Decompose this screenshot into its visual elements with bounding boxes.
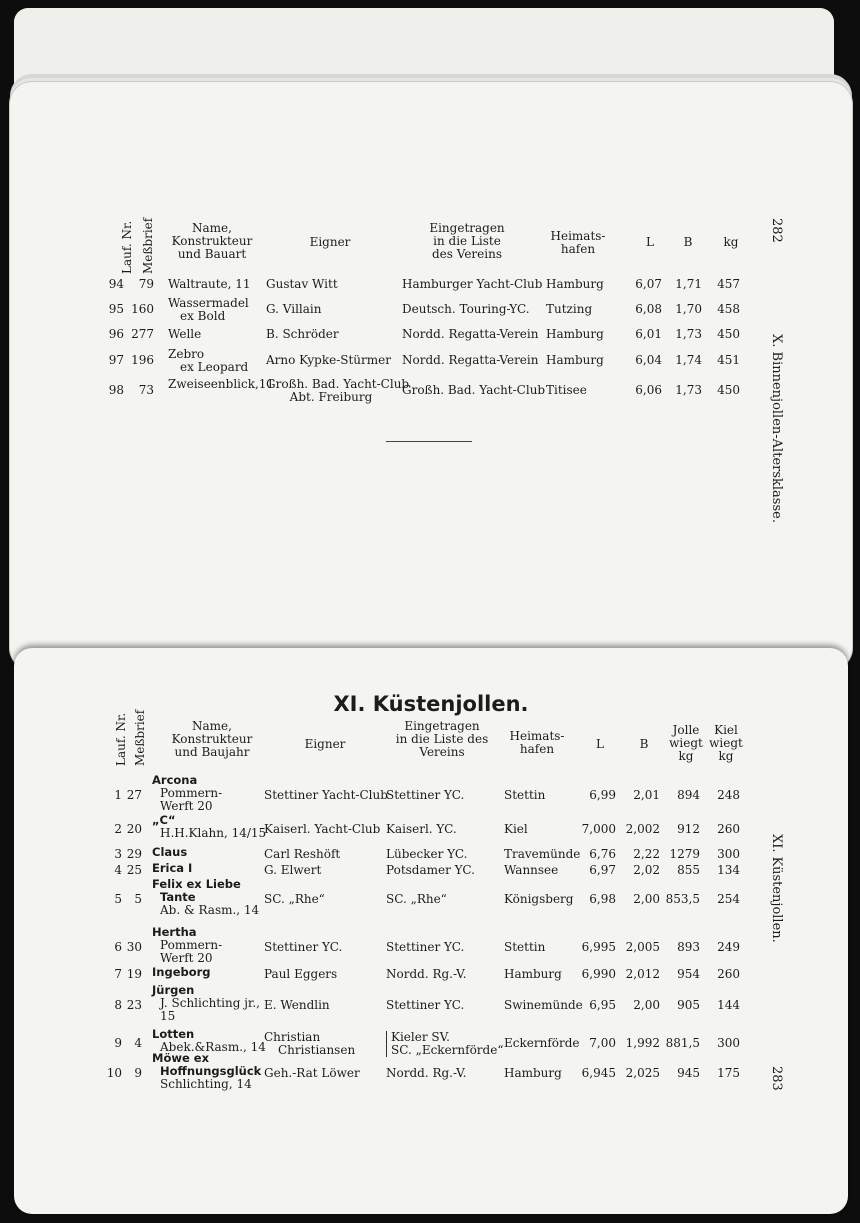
cell-B: 1,74	[675, 353, 702, 367]
cell-kiel: 260	[717, 967, 740, 981]
cell-L: 6,99	[589, 788, 616, 802]
cell-jolle: 855	[677, 863, 700, 877]
header-messbrief: Meßbrief	[133, 709, 147, 766]
cell-eigner: SC. „Rhe“	[264, 892, 325, 906]
cell-L: 7,00	[589, 1035, 616, 1050]
cell-messbrief: 9	[134, 1066, 142, 1080]
cell-L: 6,76	[589, 847, 616, 861]
cell-B: 1,71	[675, 277, 702, 291]
cell-eigner: Stettiner Yacht-Club	[264, 788, 388, 802]
cell-verein: Kieler SV. SC. „Eckernförde“	[386, 1031, 510, 1057]
cell-messbrief: 27	[126, 788, 142, 802]
cell-konstrukteur: Pommern- Werft 20	[160, 786, 223, 813]
cell-verein: Kaiserl. YC.	[386, 821, 457, 836]
cell-verein: Nordd. Regatta-Verein	[402, 327, 539, 341]
cell-verein: SC. „Rhe“	[386, 892, 447, 906]
header-L: L	[596, 737, 604, 751]
cell-L: 6,945	[581, 1066, 616, 1080]
cell-eigner: Stettiner YC.	[264, 940, 343, 954]
cell-B: 2,02	[633, 863, 660, 877]
cell-konstrukteur: H.H.Klahn, 14/15	[160, 826, 267, 840]
cell-B: 2,01	[633, 788, 660, 802]
running-header: XI. Küstenjollen.	[769, 834, 784, 943]
cell-jolle: 1279	[669, 847, 700, 861]
cell-kiel: 300	[717, 1035, 740, 1050]
cell-B: 2,00	[633, 998, 660, 1012]
section-title: XI. Küstenjollen.	[333, 692, 529, 716]
cell-jolle: 905	[677, 998, 700, 1012]
header-eingetragen: Eingetragen in die Liste des Vereins	[395, 719, 489, 759]
cell-lauf-nr: 6	[114, 940, 122, 954]
page-number: 283	[769, 1066, 784, 1091]
cell-name-bold: Arcona	[152, 773, 198, 787]
cell-messbrief: 29	[126, 847, 142, 861]
cell-L: 6,04	[635, 353, 662, 367]
cell-messbrief: 25	[126, 863, 142, 877]
header-lauf-nr: Lauf. Nr.	[114, 712, 128, 766]
cell-kiel: 248	[717, 788, 740, 802]
cell-heimatshafen: Stettin	[504, 788, 546, 802]
cell-heimatshafen: Swinemünde	[504, 998, 583, 1012]
cell-verein: Hamburger Yacht-Club	[402, 277, 543, 291]
cell-eigner: Großh. Bad. Yacht-Club Abt. Freiburg	[266, 377, 410, 404]
header-eingetragen: Eingetragen in die Liste des Vereins	[429, 221, 505, 261]
cell-kg: 458	[717, 302, 740, 316]
cell-heimatshafen: Wannsee	[504, 863, 559, 877]
cell-messbrief: 4	[134, 1035, 142, 1050]
cell-jolle: 945	[677, 1066, 700, 1080]
cell-lauf-nr: 98	[108, 383, 124, 397]
header-B: B	[639, 737, 649, 751]
cell-eigner: Kaiserl. Yacht-Club	[264, 821, 381, 836]
cell-messbrief: 160	[131, 302, 154, 316]
cell-lauf-nr: 1	[114, 788, 122, 802]
header-L: L	[646, 235, 654, 249]
cell-verein: Nordd. Rg.-V.	[386, 967, 467, 981]
cell-verein: Stettiner YC.	[386, 788, 465, 802]
cell-jolle: 893	[677, 940, 700, 954]
header-heimatshafen: Heimats- hafen	[509, 729, 565, 756]
cell-lauf-nr: 5	[114, 892, 122, 906]
cell-eigner: B. Schröder	[266, 327, 339, 341]
cell-eigner: Geh.-Rat Löwer	[264, 1066, 360, 1080]
cell-kiel: 134	[717, 863, 740, 877]
page-number: 282	[769, 218, 784, 243]
cell-heimatshafen: Travemünde	[504, 847, 581, 861]
cell-lauf-nr: 2	[114, 821, 122, 836]
cell-name: Zebro ex Leopard	[168, 347, 249, 374]
cell-name-bold: Jürgen	[152, 983, 195, 997]
cell-jolle: 853,5	[665, 892, 700, 906]
cell-L: 6,97	[589, 863, 616, 877]
cell-jolle: 881,5	[665, 1035, 700, 1050]
cell-messbrief: 79	[138, 277, 154, 291]
cell-eigner: Gustav Witt	[266, 277, 338, 291]
header-heimatshafen: Heimats- hafen	[550, 229, 606, 256]
cell-heimatshafen: Titisee	[546, 383, 587, 397]
cell-eigner: E. Wendlin	[264, 998, 330, 1012]
cell-messbrief: 5	[134, 892, 142, 906]
header-eigner: Eigner	[309, 235, 351, 249]
cell-L: 6,98	[589, 892, 616, 906]
cell-messbrief: 23	[126, 998, 142, 1012]
cell-name-bold: Lotten	[152, 1027, 195, 1041]
cell-lauf-nr: 7	[114, 967, 122, 981]
cell-eigner: Carl Reshöft	[264, 847, 341, 861]
cell-B: 1,70	[675, 302, 702, 316]
divider	[386, 441, 472, 442]
cell-kg: 450	[717, 327, 740, 341]
header-name: Name, Konstrukteur und Bauart	[171, 221, 253, 261]
cell-L: 6,990	[581, 967, 616, 981]
cell-verein: Deutsch. Touring-YC.	[402, 302, 530, 316]
cell-heimatshafen: Hamburg	[546, 277, 604, 291]
cell-name-bold: Felix ex Liebe Tante	[152, 877, 241, 904]
cell-messbrief: 20	[126, 821, 142, 836]
cell-eigner: Paul Eggers	[264, 967, 338, 981]
cell-B: 1,73	[675, 383, 702, 397]
cell-kiel: 175	[717, 1066, 740, 1080]
cell-messbrief: 30	[126, 940, 142, 954]
cell-B: 1,992	[625, 1035, 660, 1050]
cell-name-bold: „C“	[152, 813, 176, 827]
cell-heimatshafen: Königsberg	[504, 892, 574, 906]
cell-L: 6,01	[635, 327, 662, 341]
cell-heimatshafen: Hamburg	[546, 353, 604, 367]
cell-messbrief: 196	[131, 353, 154, 367]
cell-L: 6,08	[635, 302, 662, 316]
cell-eigner: G. Elwert	[264, 863, 322, 877]
cell-heimatshafen: Eckernförde	[504, 1035, 580, 1050]
running-header: X. Binnenjollen-Altersklasse.	[769, 334, 784, 523]
page-283	[14, 648, 848, 1214]
header-name: Name, Konstrukteur und Baujahr	[171, 719, 253, 759]
cell-heimatshafen: Kiel	[504, 821, 528, 836]
cell-L: 6,95	[589, 998, 616, 1012]
cell-konstrukteur: Schlichting, 14	[160, 1077, 252, 1091]
cell-name-bold: Hertha	[152, 925, 197, 939]
cell-jolle: 912	[677, 821, 700, 836]
cell-heimatshafen: Hamburg	[504, 967, 562, 981]
cell-verein: Potsdamer YC.	[386, 863, 475, 877]
cell-verein: Großh. Bad. Yacht-Club	[402, 383, 546, 397]
cell-jolle: 894	[677, 788, 700, 802]
cell-jolle: 954	[677, 967, 700, 981]
cell-name: Welle	[168, 327, 202, 341]
cell-kiel: 249	[717, 940, 740, 954]
cell-kiel: 300	[717, 847, 740, 861]
cell-B: 1,73	[675, 327, 702, 341]
header-eigner: Eigner	[304, 737, 346, 751]
cell-kiel: 144	[717, 998, 740, 1012]
header-messbrief: Meßbrief	[141, 217, 155, 274]
cell-kg: 457	[717, 277, 740, 291]
cell-lauf-nr: 97	[108, 353, 124, 367]
cell-kg: 451	[717, 353, 740, 367]
cell-verein: Stettiner YC.	[386, 998, 465, 1012]
header-lauf-nr: Lauf. Nr.	[120, 220, 134, 274]
cell-kg: 450	[717, 383, 740, 397]
cell-lauf-nr: 95	[108, 302, 124, 316]
cell-B: 2,22	[633, 847, 660, 861]
cell-name-bold: Möwe ex Hoffnungsglück	[152, 1051, 262, 1078]
cell-eigner: Christian Christiansen	[264, 1029, 356, 1057]
cell-lauf-nr: 94	[108, 277, 124, 291]
cell-kiel: 260	[717, 821, 740, 836]
cell-L: 6,07	[635, 277, 662, 291]
cell-B: 2,005	[625, 940, 660, 954]
cell-messbrief: 19	[126, 967, 142, 981]
cell-verein: Nordd. Rg.-V.	[386, 1066, 467, 1080]
cell-lauf-nr: 96	[108, 327, 124, 341]
cell-lauf-nr: 4	[114, 863, 122, 877]
cell-heimatshafen: Stettin	[504, 940, 546, 954]
cell-konstrukteur: Ab. & Rasm., 14	[160, 903, 260, 917]
cell-name: Wassermadel ex Bold	[168, 296, 249, 323]
cell-B: 2,012	[625, 967, 660, 981]
cell-konstrukteur: Pommern- Werft 20	[160, 938, 223, 965]
cell-eigner: Arno Kypke-Stürmer	[266, 353, 391, 367]
cell-konstrukteur: Abek.&Rasm., 14	[160, 1040, 266, 1054]
cell-name: Zweiseenblick,11	[168, 377, 275, 391]
cell-name: Waltraute, 11	[168, 277, 251, 291]
cell-B: 2,002	[625, 821, 660, 836]
header-kg: kg	[723, 235, 739, 249]
cell-name-bold: Claus	[152, 845, 188, 859]
cell-name-bold: Ingeborg	[152, 965, 211, 979]
cell-verein: Stettiner YC.	[386, 940, 465, 954]
cell-name-bold: Erica I	[152, 861, 193, 875]
cell-konstrukteur: J. Schlichting jr., 15	[160, 996, 260, 1023]
cell-heimatshafen: Hamburg	[504, 1066, 562, 1080]
cell-verein: Lübecker YC.	[386, 847, 468, 861]
page-282	[10, 82, 852, 670]
cell-lauf-nr: 9	[114, 1035, 122, 1050]
cell-eigner: G. Villain	[266, 302, 322, 316]
cell-heimatshafen: Hamburg	[546, 327, 604, 341]
cell-heimatshafen: Tutzing	[546, 302, 593, 316]
cell-lauf-nr: 3	[114, 847, 122, 861]
cell-lauf-nr: 10	[106, 1066, 122, 1080]
header-jolle-wiegt: Jolle wiegt kg	[669, 723, 703, 763]
header-B: B	[683, 235, 693, 249]
cell-L: 7,000	[581, 821, 616, 836]
cell-L: 6,995	[581, 940, 616, 954]
cell-B: 2,00	[633, 892, 660, 906]
cell-verein: Nordd. Regatta-Verein	[402, 353, 539, 367]
cell-kiel: 254	[717, 892, 740, 906]
cell-L: 6,06	[635, 383, 662, 397]
cell-messbrief: 73	[138, 383, 154, 397]
cell-B: 2,025	[625, 1066, 660, 1080]
header-kiel-wiegt: Kiel wiegt kg	[709, 723, 743, 763]
cell-messbrief: 277	[131, 327, 154, 341]
cell-lauf-nr: 8	[114, 998, 122, 1012]
